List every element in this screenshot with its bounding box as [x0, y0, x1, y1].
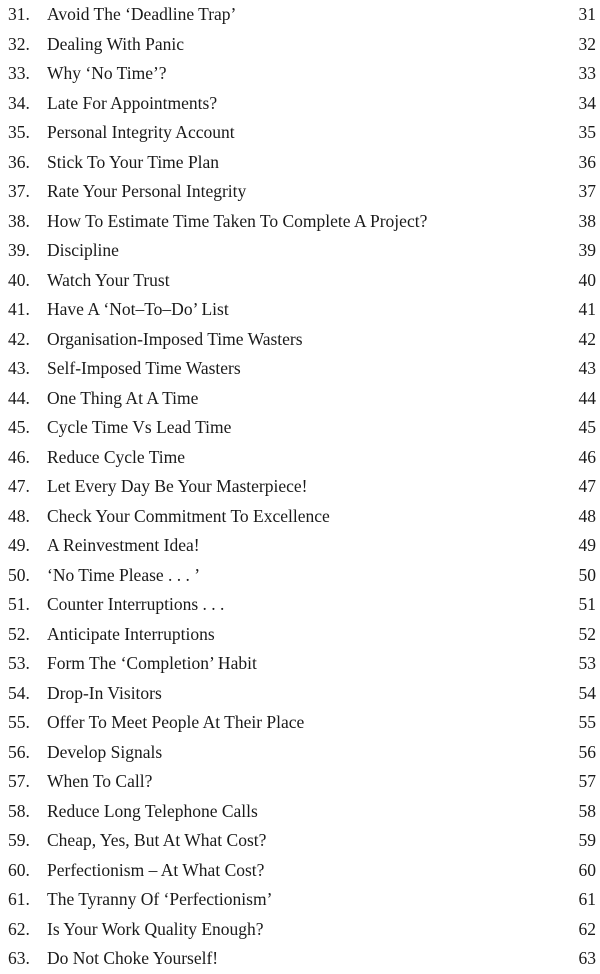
entry-number: 33. — [8, 63, 30, 83]
toc-entry — [0, 856, 600, 886]
entry-number: 48. — [8, 505, 30, 526]
entry-title: Anticipate Interruptions — [47, 623, 215, 644]
toc-entry — [0, 354, 600, 384]
entry-number: 49. — [8, 535, 30, 555]
entry-title: One Thing At A Time — [47, 387, 199, 408]
entry-page: 54 — [578, 682, 596, 703]
entry-title: Form The ‘Completion’ Habit — [47, 653, 257, 673]
toc-entry — [0, 738, 600, 768]
entry-title: Rate Your Personal Integrity — [47, 181, 247, 201]
entry-title: Develop Signals — [47, 741, 163, 762]
entry-number: 40. — [8, 269, 30, 290]
entry-title: How To Estimate Time Taken To Complete A Project? — [47, 210, 428, 231]
toc-entry — [0, 944, 600, 974]
entry-page: 57 — [578, 771, 596, 791]
entry-number: 52. — [8, 623, 30, 644]
entry-page: 45 — [578, 417, 596, 437]
entry-title: A Reinvestment Idea! — [47, 535, 200, 555]
entry-page: 41 — [578, 299, 596, 319]
entry-title: Check Your Commitment To Excellence — [47, 505, 330, 526]
entry-number: 54. — [8, 682, 30, 703]
entry-page: 62 — [578, 918, 596, 939]
toc-entry — [0, 708, 600, 738]
toc-entry — [0, 590, 600, 620]
entry-page: 63 — [578, 948, 596, 968]
toc-entry — [0, 797, 600, 827]
entry-page: 31 — [578, 4, 596, 24]
entry-page: 56 — [578, 741, 596, 762]
entry-number: 34. — [8, 92, 30, 113]
toc-entry — [0, 89, 600, 119]
entry-title: Reduce Long Telephone Calls — [47, 800, 258, 821]
entry-number: 35. — [8, 122, 30, 142]
entry-number: 45. — [8, 417, 30, 437]
entry-title: Watch Your Trust — [47, 269, 170, 290]
entry-page: 34 — [578, 92, 596, 113]
entry-number: 51. — [8, 594, 30, 614]
entry-page: 46 — [578, 446, 596, 467]
toc-entry — [0, 118, 600, 148]
entry-number: 47. — [8, 476, 30, 496]
entry-number: 46. — [8, 446, 30, 467]
toc-entry — [0, 443, 600, 473]
toc-entry — [0, 767, 600, 797]
entry-title: When To Call? — [47, 771, 153, 791]
entry-number: 55. — [8, 712, 30, 732]
toc-entry — [0, 885, 600, 915]
entry-title: Cycle Time Vs Lead Time — [47, 417, 232, 437]
toc-entry — [0, 826, 600, 856]
entry-number: 36. — [8, 151, 30, 172]
entry-page: 59 — [578, 830, 596, 850]
entry-title: Organisation-Imposed Time Wasters — [47, 328, 303, 349]
toc-entry — [0, 413, 600, 443]
entry-number: 62. — [8, 918, 30, 939]
entry-page: 35 — [578, 122, 596, 142]
entry-number: 59. — [8, 830, 30, 850]
entry-page: 55 — [578, 712, 596, 732]
toc-entry — [0, 207, 600, 237]
toc-entry — [0, 679, 600, 709]
entry-title: Avoid The ‘Deadline Trap’ — [47, 4, 237, 24]
entry-title: Stick To Your Time Plan — [47, 151, 220, 172]
entry-title: Cheap, Yes, But At What Cost? — [47, 830, 267, 850]
toc-entry — [0, 325, 600, 355]
toc-entry — [0, 915, 600, 945]
entry-title: Drop-In Visitors — [47, 682, 162, 703]
toc-entry — [0, 295, 600, 325]
entry-page: 60 — [578, 859, 596, 880]
entry-number: 61. — [8, 889, 30, 909]
entry-title: Have A ‘Not–To–Do’ List — [47, 299, 229, 319]
toc-entry — [0, 649, 600, 679]
toc-entry — [0, 531, 600, 561]
entry-title: Reduce Cycle Time — [47, 446, 186, 467]
entry-number: 53. — [8, 653, 30, 673]
toc-entry — [0, 0, 600, 30]
entry-number: 41. — [8, 299, 30, 319]
entry-title: Counter Interruptions . . . — [47, 594, 225, 614]
entry-page: 50 — [578, 564, 596, 585]
entry-page: 39 — [578, 240, 596, 260]
entry-page: 58 — [578, 800, 596, 821]
entry-number: 56. — [8, 741, 30, 762]
toc-entry — [0, 59, 600, 89]
entry-number: 31. — [8, 4, 30, 24]
entry-title: Do Not Choke Yourself! — [47, 948, 219, 968]
entry-number: 39. — [8, 240, 30, 260]
toc-entry — [0, 177, 600, 207]
toc-entry — [0, 148, 600, 178]
entry-title: Late For Appointments? — [47, 92, 218, 113]
entry-number: 58. — [8, 800, 30, 821]
entry-number: 37. — [8, 181, 30, 201]
entry-title: ‘No Time Please . . . ’ — [47, 564, 201, 585]
entry-page: 47 — [578, 476, 596, 496]
entry-page: 51 — [578, 594, 596, 614]
entry-number: 63. — [8, 948, 30, 968]
toc-entry — [0, 472, 600, 502]
toc-entry — [0, 30, 600, 60]
toc-entry — [0, 502, 600, 532]
entry-number: 32. — [8, 33, 30, 54]
entry-page: 42 — [578, 328, 596, 349]
entry-title: Perfectionism – At What Cost? — [47, 859, 265, 880]
entry-page: 49 — [578, 535, 596, 555]
entry-page: 33 — [578, 63, 596, 83]
toc-entry — [0, 384, 600, 414]
entry-number: 43. — [8, 358, 30, 378]
entry-title: Discipline — [47, 240, 119, 260]
entry-title: The Tyranny Of ‘Perfectionism’ — [47, 889, 273, 909]
entry-page: 32 — [578, 33, 596, 54]
toc-entry — [0, 266, 600, 296]
entry-page: 40 — [578, 269, 596, 290]
entry-page: 38 — [578, 210, 596, 231]
entry-number: 60. — [8, 859, 30, 880]
entry-page: 44 — [578, 387, 596, 408]
toc-entry — [0, 236, 600, 266]
toc-entry — [0, 561, 600, 591]
entry-title: Dealing With Panic — [47, 33, 185, 54]
entry-page: 37 — [578, 181, 596, 201]
entry-title: Offer To Meet People At Their Place — [47, 712, 305, 732]
entry-title: Self-Imposed Time Wasters — [47, 358, 241, 378]
entry-number: 38. — [8, 210, 30, 231]
entry-page: 61 — [578, 889, 596, 909]
entry-number: 50. — [8, 564, 30, 585]
entry-title: Let Every Day Be Your Masterpiece! — [47, 476, 308, 496]
entry-page: 43 — [578, 358, 596, 378]
entry-title: Why ‘No Time’? — [47, 63, 167, 83]
entry-number: 44. — [8, 387, 30, 408]
entry-page: 36 — [578, 151, 596, 172]
toc-entry — [0, 620, 600, 650]
entry-number: 42. — [8, 328, 30, 349]
entry-page: 48 — [578, 505, 596, 526]
entry-page: 52 — [578, 623, 596, 644]
entry-number: 57. — [8, 771, 30, 791]
entry-page: 53 — [578, 653, 596, 673]
entry-title: Is Your Work Quality Enough? — [47, 918, 264, 939]
entry-title: Personal Integrity Account — [47, 122, 235, 142]
